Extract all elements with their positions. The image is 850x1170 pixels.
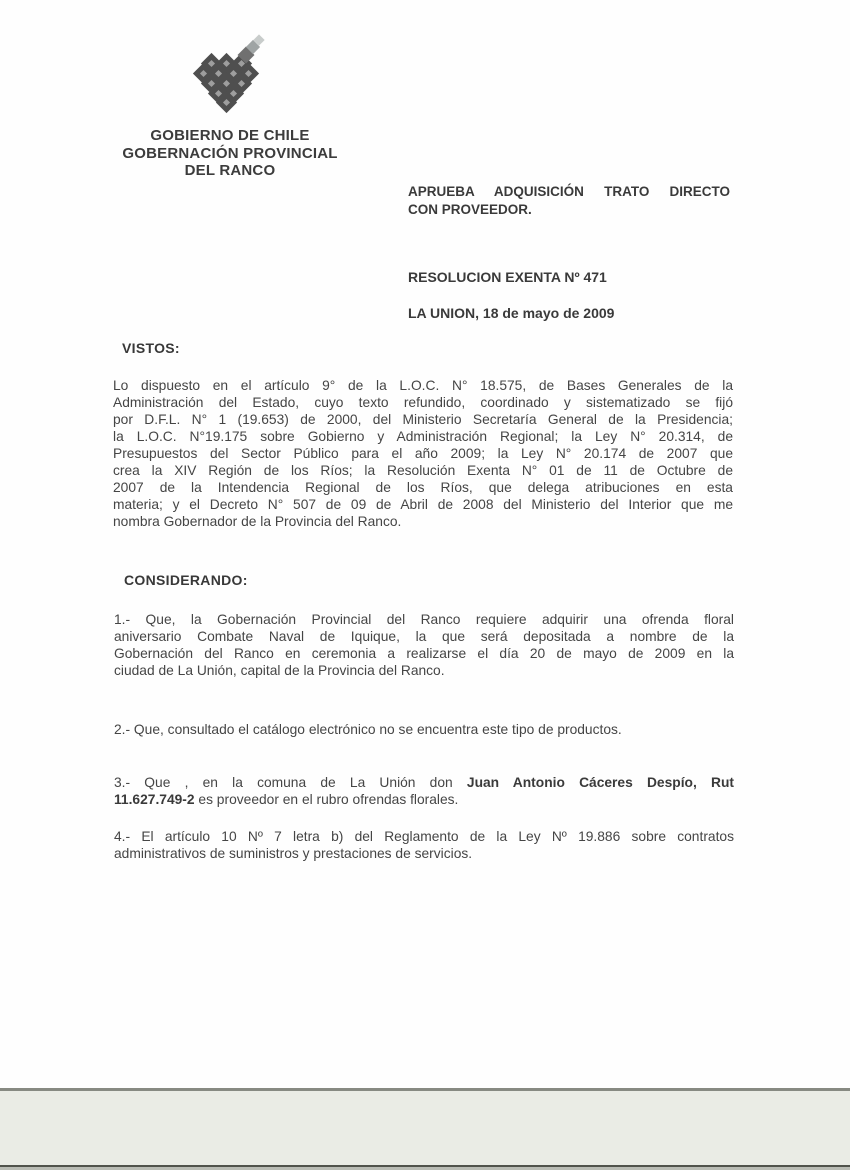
text-line [114,774,734,791]
item3-provider-rut: 11.627.749-2 [114,792,195,807]
text-line: 4.- El artículo 10 Nº 7 letra b) del Reglamento de la Ley Nº 19.886 sobre contratos [114,829,734,844]
text-line: 1.- Que, la Gobernación Provincial del Ranco requiere adquirir una ofrenda floral [114,612,734,627]
text-line: 2.- Que, consultado el catálogo electrónico no se encuentra este tipo de productos. [114,722,622,737]
org-line2: GOBERNACIÓN PROVINCIAL [122,144,338,162]
text-line: aniversario Combate Naval de Iquique, la que será depositada a nombre de la [114,629,734,644]
item3-line1-normal: 3.- Que , en la comuna de La Unión don [114,775,467,790]
text-line: 2007 de la Intendencia Regional de los Ríos, que delega atribuciones en esta [113,480,733,495]
considerando-item-2 [114,721,734,738]
text-line [114,791,734,808]
considerando-item-3 [114,774,734,808]
text-line: Lo dispuesto en el artículo 9° de la L.O.C. N° 18.575, de Bases Generales de la [113,378,733,393]
vistos-heading: VISTOS: [122,340,180,356]
item3-provider-name: Juan Antonio Cáceres Despío, Rut [466,775,734,790]
text-line: por D.F.L. N° 1 (19.653) de 2000, del Ministerio Secretaría General de la Presidencia; [113,412,733,427]
text-line: CON PROVEEDOR. [408,202,532,217]
text-line: administrativos de suministros y prestaciones de servicios. [114,846,473,861]
resolution-subject [408,183,730,219]
text-line: nombra Gobernador de la Provincia del Ranco. [113,514,402,529]
text-line: Presupuestos del Sector Público para el año 2009; la Ley N° 20.174 de 2007 que [113,446,733,461]
text-line: ciudad de La Unión, capital de la Provincia del Ranco. [114,663,445,678]
org-line3: DEL RANCO [184,162,276,179]
considerando-item-4 [114,828,734,862]
resolution-number: RESOLUCION EXENTA Nº 471 [408,269,607,285]
item3-line2-normal: es proveedor en el rubro ofrendas florales. [194,792,459,807]
scan-edge-band [0,1088,850,1170]
text-line: Gobernación del Ranco en ceremonia a realizarse el día 20 de mayo de 2009 en la [114,646,734,661]
text-line: APRUEBA ADQUISICIÓN TRATO DIRECTO [408,184,730,199]
text-line: materia; y el Decreto N° 507 de 09 de Abril de 2008 del Ministerio del Interior que me [113,497,733,512]
text-line: crea la XIV Región de los Ríos; la Resolución Exenta N° 01 de 11 de Octubre de [113,463,733,478]
letterhead-org-name [100,127,360,180]
resolution-place-date: LA UNION, 18 de mayo de 2009 [408,305,615,321]
org-line1: GOBIERNO DE CHILE [150,127,310,144]
considerando-item-1 [114,611,734,679]
vistos-paragraph [113,377,733,530]
chile-government-diamonds-logo-icon [189,52,274,118]
considerando-heading: CONSIDERANDO: [124,572,248,588]
text-line: Administración del Estado, cuyo texto refundido, coordinado y sistematizado se fijó [113,395,733,410]
text-line: la L.O.C. N°19.175 sobre Gobierno y Administración Regional; la Ley N° 20.314, de [113,429,733,444]
